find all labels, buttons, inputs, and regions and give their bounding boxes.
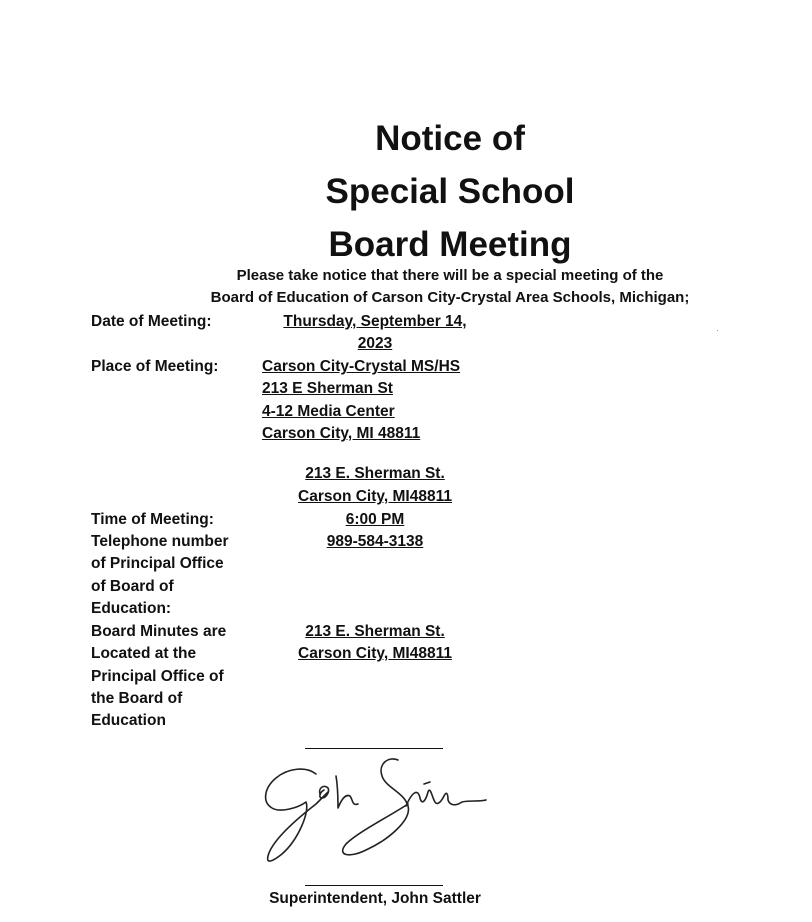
title-line-1: Notice of: [375, 119, 525, 158]
minutes-address-line-2: Carson City, MI48811: [298, 645, 452, 662]
minutes-label-line-4: the Board of: [91, 690, 183, 707]
intro-paragraph: [150, 265, 750, 309]
place-line-1: Carson City-Crystal MS/HS: [262, 358, 461, 375]
signature-caption: Superintendent, John Sattler: [269, 890, 481, 907]
time-label: Time of Meeting:: [91, 511, 214, 528]
time-value: 6:00 PM: [345, 511, 405, 528]
phone-label-line-3: of Board of: [91, 578, 174, 595]
signature-top-line: [305, 748, 443, 749]
minutes-address-line-1: 213 E. Sherman St.: [305, 623, 445, 640]
title-line-2: Special School: [325, 172, 575, 211]
minutes-label-line-2: Located at the: [91, 645, 197, 662]
minutes-label-line-1: Board Minutes are: [91, 623, 227, 640]
place-label: Place of Meeting:: [91, 358, 219, 375]
signature-bottom-line: [305, 885, 443, 886]
title-line-3: Board Meeting: [328, 225, 572, 264]
place-line-4: Carson City, MI 48811: [262, 425, 421, 442]
place-line-2: 213 E Sherman St: [262, 380, 393, 397]
phone-label-line-1: Telephone number: [91, 533, 229, 550]
date-value-line-2: 2023: [357, 335, 393, 352]
date-value-line-1: Thursday, September 14,: [283, 313, 467, 330]
place-address-line-2: Carson City, MI48811: [298, 488, 452, 505]
dot-mark: [717, 330, 718, 331]
phone-label-line-4: Education:: [91, 600, 172, 617]
intro-line-2: Board of Education of Carson City-Crystal Area Schools, Michigan;: [210, 289, 690, 306]
minutes-label-line-3: Principal Office of: [91, 668, 224, 685]
phone-value: 989-584-3138: [326, 533, 424, 550]
phone-label-line-2: of Principal Office: [91, 555, 224, 572]
intro-line-1: Please take notice that there will be a special meeting of the: [236, 267, 664, 284]
place-address-line-1: 213 E. Sherman St.: [305, 465, 445, 482]
handwritten-signature: [258, 752, 490, 872]
place-line-3: 4-12 Media Center: [262, 403, 395, 420]
minutes-label-line-5: Education: [91, 712, 166, 729]
notice-title: [250, 112, 650, 271]
date-label: Date of Meeting:: [91, 313, 212, 330]
